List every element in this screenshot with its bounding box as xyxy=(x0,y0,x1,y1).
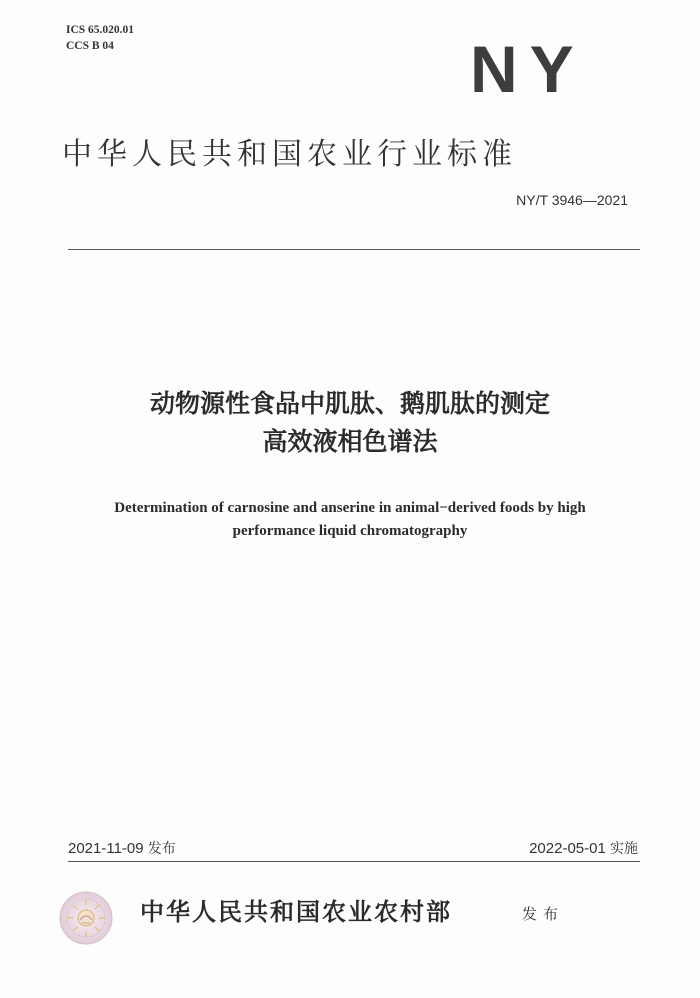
publish-label: 发布 xyxy=(147,841,176,857)
top-divider xyxy=(68,249,640,250)
issued-label: 发布 xyxy=(522,905,565,923)
ccs-code: CCS B 04 xyxy=(66,40,114,52)
english-title-line-1: Determination of carnosine and anserine in animal−derived foods by high xyxy=(114,500,586,516)
implement-label: 实施 xyxy=(610,841,638,857)
standard-type: 中华人民共和国农业行业标准 xyxy=(62,137,517,172)
publish-date-block xyxy=(68,838,176,858)
english-title-line-2: performance liquid chromatography xyxy=(232,523,468,539)
chinese-title xyxy=(0,385,700,461)
issuing-authority: 中华人民共和国农业农村部 xyxy=(140,897,452,926)
standard-number: NY/T 3946—2021 xyxy=(516,192,628,208)
publish-date: 2021-11-09 xyxy=(68,840,144,857)
ministry-seal-icon xyxy=(58,890,114,946)
chinese-title-line-2: 高效液相色谱法 xyxy=(262,427,438,456)
ics-code: ICS 65.020.01 xyxy=(66,24,135,36)
implement-date-block xyxy=(529,838,638,858)
implement-date: 2022-05-01 xyxy=(529,840,606,857)
classification-codes xyxy=(66,22,134,54)
english-title xyxy=(70,497,630,543)
bottom-divider xyxy=(68,861,640,862)
ny-logo: NY xyxy=(470,32,586,106)
chinese-title-line-1: 动物源性食品中肌肽、鹅肌肽的测定 xyxy=(149,389,550,418)
